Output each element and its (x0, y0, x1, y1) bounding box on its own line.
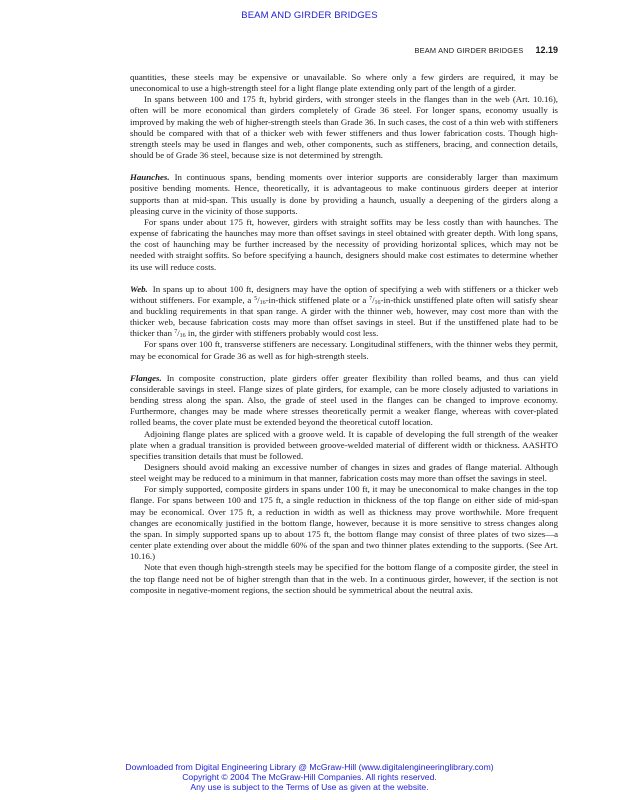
paragraph-text: In spans up to about 100 ft, designers may have the option of specifying a web with stiffeners or a thicker web without stiffeners. For example, a (130, 283, 558, 305)
paragraph-haunches (130, 172, 558, 217)
paragraph: For spans under about 175 ft, however, girders with straight soffits may be less costly than with haunches. The expense of fabricating the haunches may more than offset savings in steel obtained with greater depth. With long spans, the cost of haunching may be further increased by the necessity of providing horizontal splices, which may not be needed with straight soffits. So before specifying a haunch, designers should make cost estimates to determine whether its use will reduce costs. (130, 216, 558, 272)
paragraph: For simply supported, composite girders in spans under 100 ft, it may be uneconomical to make changes in the top flange. For spans between 100 and 175 ft, a single reduction in thickness of the top flange on either side of mid-span may be economical. Over 175 ft, a reduction in width as well as thickness may prove worthwhile. More frequent changes are economically justified in the bottom flange, however, because it is more sensitive to stress changes along the span. In simply supported spans up to about 175 ft, the bottom flange may consist of three plates of two sizes—a center plate extending over about the middle 60% of the span and two thinner plates extending to the supports. (See Art. 10.16.) (130, 484, 558, 562)
paragraph-text: in, the girder with stiffeners probably would cost less. (185, 328, 379, 339)
section-heading-flanges: Flanges. (130, 372, 162, 383)
source-banner: BEAM AND GIRDER BRIDGES (241, 10, 378, 21)
fraction-denominator: 16 (259, 299, 266, 306)
paragraph: In spans between 100 and 175 ft, hybrid girders, with stronger steels in the flanges than in the web (Art. 10.16), often will be more economical than girders completely of Grade 36 steel. For longer spans, economy usually is improved by making the web of higher-strength steels than Grade 36. In such cases, the cost of a thin web with stiffeners should be compared with that of a thicker web with fewer stiffeners and thus lower fabrication costs. Though high-strength steels may be used in flanges and web, other components, such as stiffeners, bracing, and connection details, should be of Grade 36 steel, because size is not determined by strength. (130, 94, 558, 161)
body-text (130, 72, 558, 596)
paragraph: Note that even though high-strength steels may be specified for the bottom flange of a composite girder, the steel in the top flange need not be of higher strength than that in the web. In a continuous girder, however, if the section is not composite in negative-moment regions, the section should be symmetrical about the neutral axis. (130, 562, 558, 595)
footer-download-link[interactable]: Downloaded from Digital Engineering Library @ McGraw-Hill (www.digitalengineeringlibrary.com) (125, 762, 494, 772)
paragraph: Adjoining flange plates are spliced with a groove weld. It is capable of developing the full strength of the weaker plate when a gradual transition is provided between groove-welded material of different width or thickness. AASHTO specifies transition details that must be followed. (130, 428, 558, 461)
paragraph-text: -in-thick unstiffened plate often will satisfy shear and buckling requirements in that span range. A girder with the thinner web, however, may cost more than with the thicker web, because fabrication costs may more than offset savings in steel. But if the unstiffened plate had to be thicker than (130, 294, 558, 339)
section-heading-web: Web. (130, 283, 148, 294)
paragraph: For spans over 100 ft, transverse stiffeners are necessary. Longitudinal stiffeners, with the thinner webs they permit, may be economical for Grade 36 as well as for high-strength steels. (130, 339, 558, 361)
fraction-denominator: 16 (179, 333, 186, 340)
fraction-numerator: 7 (174, 329, 178, 336)
paragraph: quantities, these steels may be expensive or unavailable. So where only a few girders are required, it may be uneconomical to use a high-strength steel for a light flange plate extending only part of the length of a girder. (130, 72, 558, 94)
fraction-numerator: 5 (254, 295, 258, 302)
paragraph-web: Web. In spans up to about 100 ft, designers may have the option of specifying a web with stiffeners or a thicker web without stiffeners. For example, a $^5/_{16}-in$-thick stiffened plate or a $^7/_{16}-in$-thick unstiffened plate often will satisfy shear and buckling requirements in that span range. A girder with the thinner web, however, may cost more than with the thicker web, because fabrication costs may more than offset savings in steel. But if the unstiffened plate had to be thicker than $^7/_{16}$ in, the girder with stiffeners probably would cost less. (130, 283, 558, 340)
fraction-numerator: 7 (369, 295, 373, 302)
running-head (130, 45, 558, 55)
paragraph-text: In continuous spans, bending moments over interior supports are considerably larger than maximum positive bending moments. Hence, theoretically, it is advantageous to make continuous girders deeper at interior supports than at mid-span. This usually is done by providing a haunch, usually a deepening of the girders along a pleasing curve in the vicinity of those supports. (130, 172, 558, 216)
download-footer (0, 762, 619, 792)
fraction-denominator: 16 (374, 299, 381, 306)
footer-terms-link[interactable]: Any use is subject to the Terms of Use as given at the website. (190, 782, 429, 792)
paragraph-flanges (130, 373, 558, 429)
running-title: BEAM AND GIRDER BRIDGES (414, 46, 524, 55)
paragraph-text: -in-thick stiffened plate or a (265, 294, 370, 305)
section-heading-haunches: Haunches. (130, 172, 170, 183)
page-number: 12.19 (535, 45, 558, 55)
paragraph-text: In composite construction, plate girders offer greater flexibility than rolled beams, and thus can yield considerable savings in steel. Flange sizes of plate girders, for example, can be more closely adjusted to variations in bending stress along the span. Also, the grade of steel used in the flanges can be changed to improve economy. Furthermore, changes may be made where stresses theoretically permit a weaker flange, whereas with cover-plated rolled beams, the cover plate must be extended beyond the theoretical cutoff location. (130, 372, 558, 428)
paragraph: Designers should avoid making an excessive number of changes in sizes and grades of flange material. Although steel weight may be reduced to a minimum in that manner, fabrication costs may more than offset the savings in steel. (130, 462, 558, 484)
footer-copyright: Copyright © 2004 The McGraw-Hill Companies. All rights reserved. (182, 772, 437, 782)
